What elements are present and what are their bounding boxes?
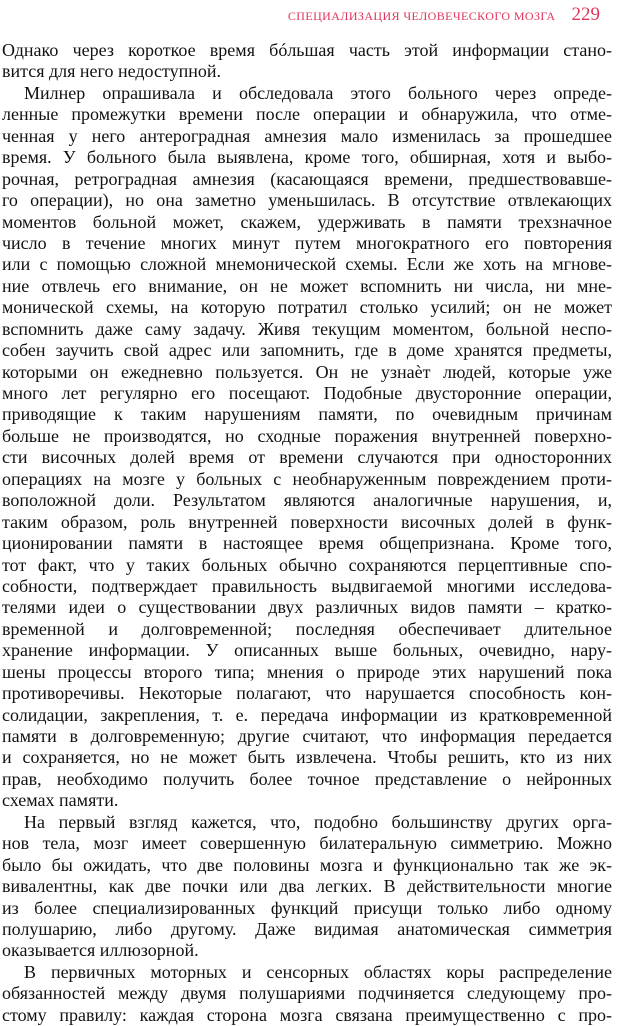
text-line: которыми он ежедневно пользуется. Он не узнаѐт людей, которые уже [2,361,612,382]
paragraph [0,83,620,812]
text-line: моментов больной может, скажем, удерживать в памяти трехзначное [2,211,612,232]
text-line: схемах памяти. [2,790,119,811]
text-line: таким образом, роль внутренней поверхности височных долей в функ- [2,511,612,532]
text-line: воположной доли. Результатом являются аналогичные нарушения, и, [2,490,612,511]
text-line: вится для него недоступной. [2,61,221,82]
paragraph [0,962,620,1026]
text-line: временной и долговременной; последняя обеспечивает длительное [2,618,612,639]
text-line: хранение информации. У описанных выше больных, очевидно, нару- [2,640,612,661]
paragraph [0,40,620,83]
text-line: Милнер опрашивала и обследовала этого больного через опреде- [24,82,612,103]
running-head [230,4,600,26]
text-line: вивалентны, как две почки или два легких. В действительности многие [2,876,612,897]
text-line: ленные промежутки времени после операции и обнаружила, что отме- [2,104,612,125]
running-title: СПЕЦИАЛИЗАЦИЯ ЧЕЛОВЕЧЕСКОГО МОЗГА [287,9,556,23]
body-text [0,40,620,1026]
text-line: собен заучить свой адрес или запомнить, где в доме хранятся предметы, [2,340,612,361]
text-line: полушарию, либо другому. Даже видимая анатомическая симметрия [2,918,612,939]
text-line: тот факт, что у таких больных обычно сохраняются перцептивные спо- [2,554,612,575]
text-line: монической схемы, на которую потратил столько усилий; он не может [2,297,612,318]
text-line: прав, необходимо получить более точное представление о нейронных [2,768,612,789]
text-line: вспомнить даже саму задачу. Живя текущим моментом, больной неспо- [2,318,612,339]
text-line: памяти в долговременную; другие считают, что информация передается [2,726,612,746]
text-line: операциях на мозге у больных с необнаруженным повреждением проти- [2,468,612,489]
text-line: было бы ожидать, что две половины мозга и функционально так же эк- [2,854,612,875]
paragraph [0,812,620,962]
text-line: солидации, закрепления, т. е. передача информации из кратковременной [2,704,612,725]
text-line: обязанностей между двумя полушариями подчиняется следующему про- [2,983,612,1004]
page-number: 229 [571,4,600,25]
text-line: рочная, ретроградная амнезия (касающаяся времени, предшествовавше- [2,168,612,189]
text-line: Однако через короткое время бóльшая часть этой информации стано- [2,40,612,60]
text-line: В первичных моторных и сенсорных областях коры распределение [24,961,612,982]
text-line: шены процессы второго типа; мнения о природе этих нарушений пока [2,661,612,682]
text-line: стому правилу: каждая сторона мозга связана преимущественно с про- [2,1004,612,1025]
text-line: собности, подтверждает правильность выдвигаемой многими исследова- [2,575,612,596]
text-line: сти височных долей время от времени случаются при односторонних [2,447,612,468]
text-line: телями идеи о существовании двух различных видов памяти – кратко- [2,597,612,618]
text-line: из более специализированных функций присущи только либо одному [2,897,612,918]
text-line: нов тела, мозг имеет совершенную билатеральную симметрию. Можно [2,833,612,854]
text-line: ченная у него антероградная амнезия мало изменилась за прошедшее [2,125,612,146]
text-line: оказывается иллюзорной. [2,940,199,961]
text-line: противоречивы. Некоторые полагают, что нарушается способность кон- [2,683,612,704]
text-line: ционировании памяти в настоящее время общепризнана. Кроме того, [2,533,612,554]
text-line: время. У больного была выявлена, кроме того, обширная, хотя и выбо- [2,147,612,168]
text-line: ние отвлечь его внимание, он не может вспомнить ни числа, ни мне- [2,275,612,296]
text-line: го операции), но она заметно уменьшилась. В отсутствие отвлекающих [2,190,612,211]
text-line: и сохраняется, но не может быть извлечена. Чтобы решить, кто из них [2,747,612,768]
text-line: На первый взгляд кажется, что, подобно большинству других орга- [24,811,612,832]
text-line: больше не производятся, но сходные поражения внутренней поверхно- [2,425,612,446]
text-line: или с помощью сложной мнемонической схемы. Если же хоть на мгнове- [2,254,612,275]
text-line: приводящие к таким нарушениям памяти, по очевидным причинам [2,404,612,425]
text-line: число в течение многих минут путем многократного его повторения [2,232,612,253]
text-line: много лет регулярно его посещают. Подобные двусторонние операции, [2,383,612,403]
